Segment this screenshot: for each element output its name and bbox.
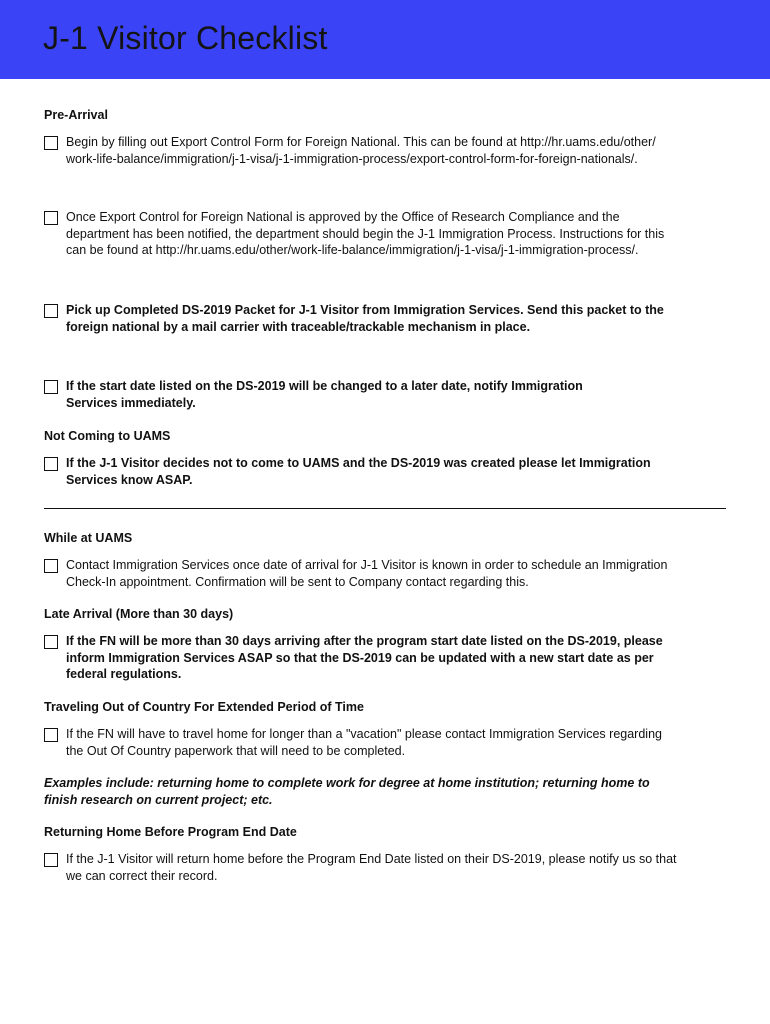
- checkbox[interactable]: [44, 380, 58, 394]
- checkbox[interactable]: [44, 559, 58, 573]
- checklist-item-text: If the J-1 Visitor decides not to come to UAMS and the DS-2019 was created please let Immigration Services know ASAP.: [66, 456, 651, 487]
- checklist-item-text: If the FN will have to travel home for longer than a "vacation" please contact Immigration Services regarding the Out Of Country paperwork that will need to be completed.: [66, 727, 662, 758]
- examples-note: Examples include: returning home to complete work for degree at home institution; returning home to finish research on current project; etc.: [44, 776, 650, 807]
- checkbox[interactable]: [44, 136, 58, 150]
- checkbox[interactable]: [44, 304, 58, 318]
- checklist-item-text: Pick up Completed DS-2019 Packet for J-1 Visitor from Immigration Services. Send this packet to the foreign national by a mail carrier with traceable/trackable mechanism in place.: [66, 303, 664, 334]
- section-heading-traveling: Traveling Out of Country For Extended Period of Time: [44, 700, 364, 714]
- title-banner: [0, 0, 770, 79]
- checklist-item: [44, 455, 724, 488]
- checklist-item-text: Begin by filling out Export Control Form for Foreign National. This can be found at http://hr.uams.edu/other/ work-life-balance/immigration/j-1-visa/j-1-immigration-process/export-control-form-for-foreign-nationals/.: [66, 135, 656, 166]
- checkbox[interactable]: [44, 211, 58, 225]
- checklist-item: [44, 557, 724, 590]
- checklist-item: [44, 209, 724, 259]
- checklist-item: [44, 134, 724, 167]
- checkbox[interactable]: [44, 457, 58, 471]
- checklist-item-text: Once Export Control for Foreign National is approved by the Office of Research Compliance and the department has been notified, the department should begin the J-1 Immigration Process. Instructions for this can be found at http://hr.uams.edu/other/work-life-balance/immigration/j-1-visa/j-1-immigration-process/.: [66, 210, 665, 257]
- section-heading-pre-arrival: Pre-Arrival: [44, 108, 108, 122]
- page-title: J-1 Visitor Checklist: [43, 20, 328, 56]
- checklist-item: [44, 302, 724, 335]
- checklist-item: [44, 378, 724, 411]
- checkbox[interactable]: [44, 635, 58, 649]
- checklist-item: [44, 633, 724, 683]
- checkbox[interactable]: [44, 853, 58, 867]
- section-heading-while-at-uams: While at UAMS: [44, 531, 133, 545]
- checklist-item-text: If the J-1 Visitor will return home before the Program End Date listed on their DS-2019, please notify us so that we can correct their record.: [66, 852, 677, 883]
- checklist-item-text: If the FN will be more than 30 days arriving after the program start date listed on the DS-2019, please inform Immigration Services ASAP so that the DS-2019 can be updated with a new start date as per federal regulations.: [66, 634, 663, 681]
- section-heading-late-arrival: Late Arrival (More than 30 days): [44, 607, 234, 621]
- checkbox[interactable]: [44, 728, 58, 742]
- checklist-item: [44, 851, 724, 884]
- checklist-item-text: If the start date listed on the DS-2019 will be changed to a later date, notify Immigration Services immediately.: [66, 379, 583, 410]
- section-heading-returning-home: Returning Home Before Program End Date: [44, 825, 297, 839]
- checklist-item-text: Contact Immigration Services once date of arrival for J-1 Visitor is known in order to schedule an Immigration Check-In appointment. Confirmation will be sent to Company contact regarding this.: [66, 558, 668, 589]
- section-divider: [44, 508, 726, 509]
- checklist-item: [44, 726, 724, 759]
- section-heading-not-coming: Not Coming to UAMS: [44, 429, 171, 443]
